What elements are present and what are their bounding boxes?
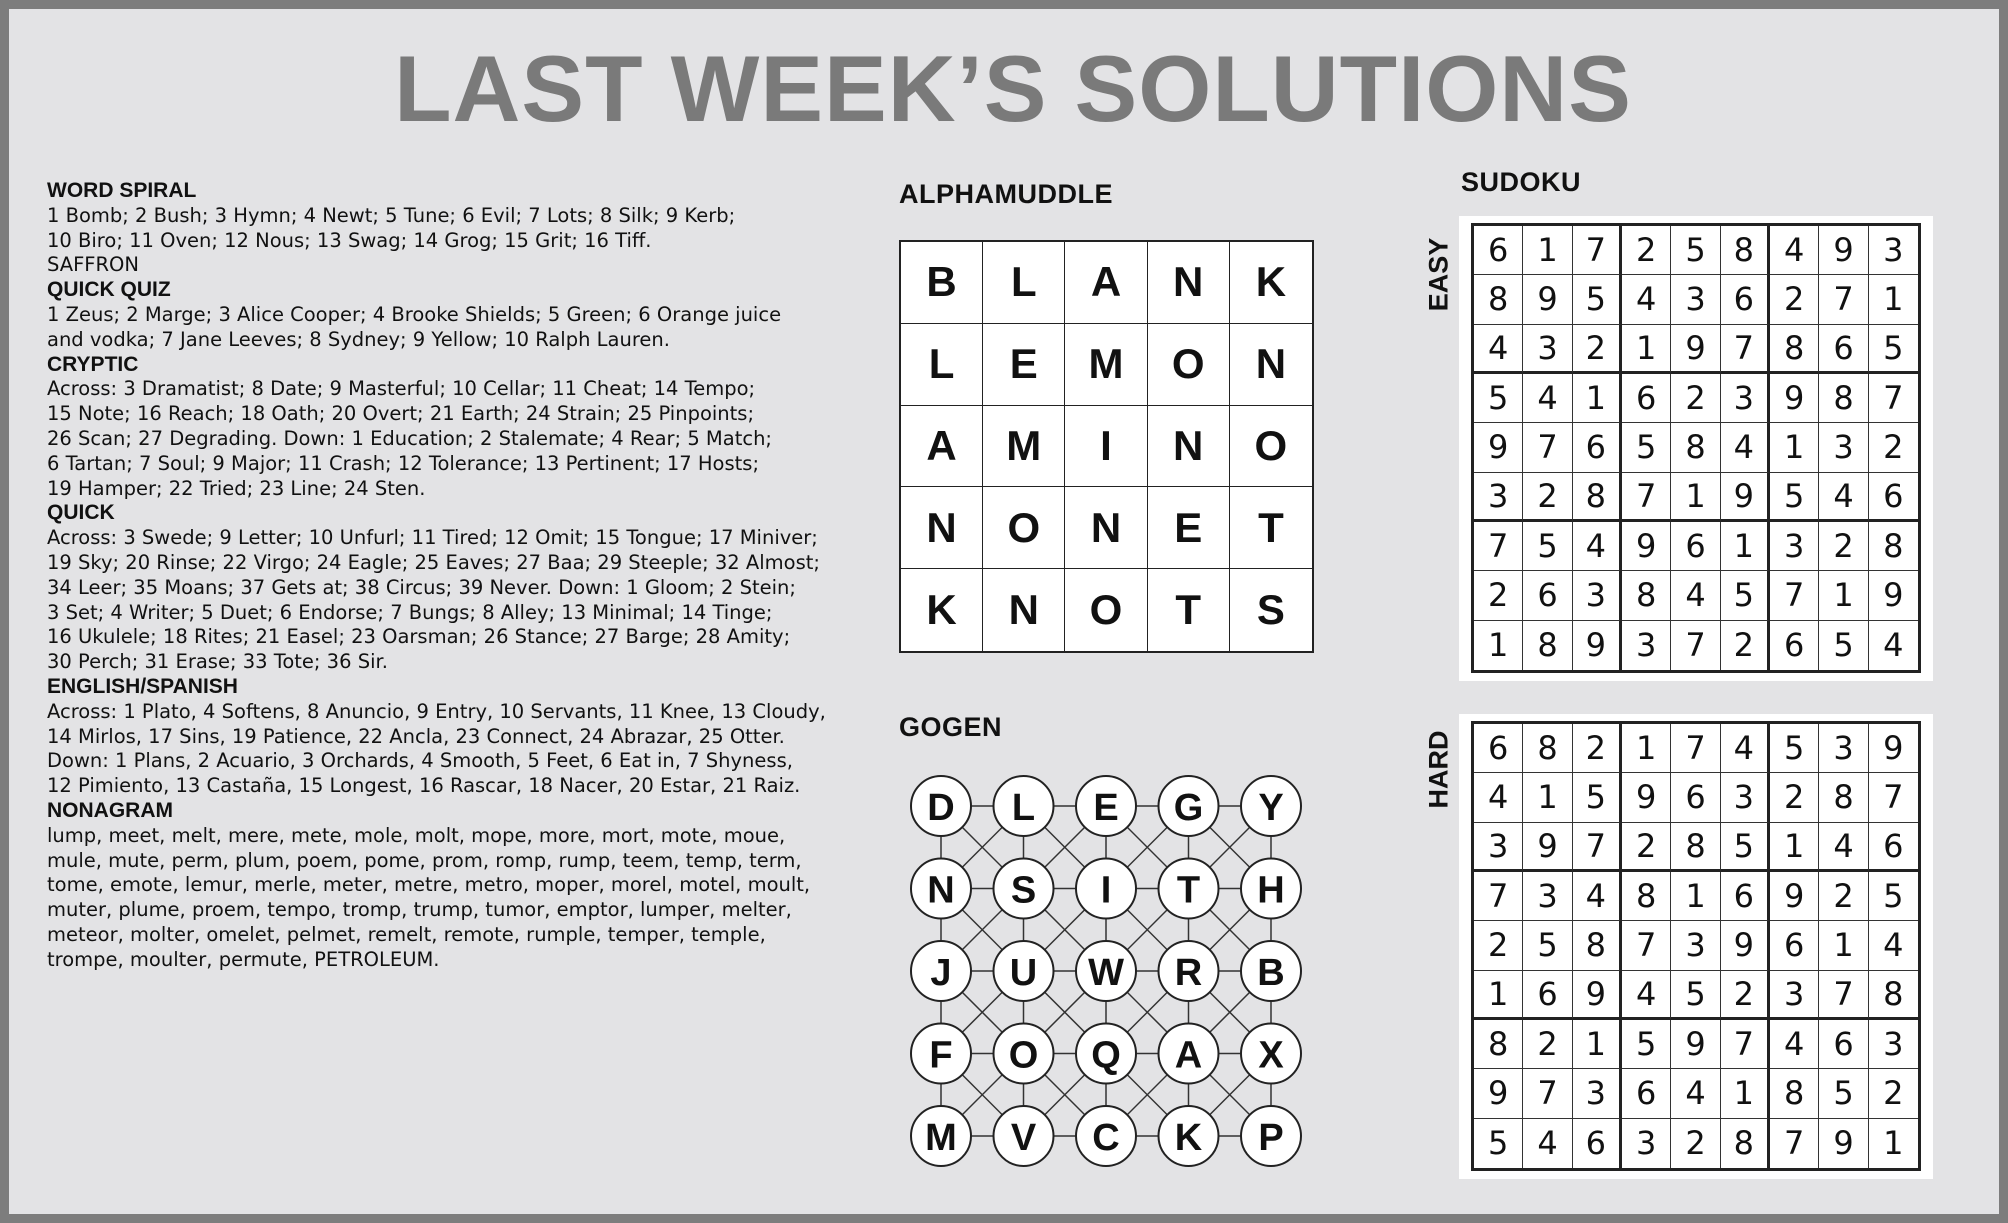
sudoku-cell: 3 [1770, 522, 1819, 571]
gogen-letter: W [1088, 952, 1124, 994]
sudoku-cell: 2 [1819, 522, 1868, 571]
sudoku-cell: 9 [1622, 522, 1671, 571]
gogen-letter: G [1173, 787, 1204, 829]
section-heading: WORD SPIRAL [47, 179, 197, 202]
sudoku-cell: 4 [1819, 823, 1868, 872]
sudoku-cell: 8 [1523, 621, 1572, 670]
gogen-title: GOGEN [899, 712, 1003, 742]
section-line: 3 Set; 4 Writer; 5 Duet; 6 Endorse; 7 Bungs; 8 Alley; 13 Minimal; 14 Tinge; [47, 600, 773, 624]
gogen-letter: Q [1091, 1034, 1121, 1077]
sudoku-cell: 4 [1622, 275, 1671, 324]
sudoku-cell: 9 [1721, 921, 1770, 970]
sudoku-cell: 7 [1671, 724, 1720, 773]
gogen-letter: T [1176, 869, 1201, 912]
sudoku-hard-label: HARD [1423, 730, 1454, 809]
section-line: 14 Mirlos, 17 Sins, 19 Patience, 22 Ancla, 23 Connect, 24 Abrazar, 25 Otter. [47, 724, 785, 748]
sudoku-cell: 4 [1671, 1069, 1720, 1118]
sudoku-cell: 8 [1573, 473, 1622, 522]
gogen-letter: J [930, 952, 952, 994]
gogen-letter: F [929, 1034, 953, 1077]
sudoku-cell: 8 [1474, 275, 1523, 324]
sudoku-cell: 8 [1770, 1069, 1819, 1118]
sudoku-cell: 4 [1671, 571, 1720, 620]
sudoku-cell: 9 [1474, 1069, 1523, 1118]
sudoku-cell: 8 [1869, 522, 1918, 571]
sudoku-cell: 7 [1523, 1069, 1572, 1118]
alphamuddle-cell: T [1148, 569, 1230, 651]
sudoku-cell: 6 [1869, 823, 1918, 872]
section-line: muter, plume, proem, tempo, tromp, trump, tumor, emptor, lumper, melter, [47, 898, 792, 922]
sudoku-cell: 2 [1523, 473, 1572, 522]
sudoku-cell: 8 [1622, 571, 1671, 620]
sudoku-cell: 1 [1474, 621, 1523, 670]
sudoku-cell: 2 [1573, 724, 1622, 773]
section-line: meteor, molter, omelet, pelmet, remelt, remote, rumple, temper, temple, [47, 922, 766, 946]
alphamuddle-cell: M [1065, 324, 1147, 406]
sudoku-cell: 4 [1573, 522, 1622, 571]
sudoku-easy-label: EASY [1423, 237, 1454, 312]
alphamuddle-title: ALPHAMUDDLE [899, 179, 1113, 209]
section-line: and vodka; 7 Jane Leeves; 8 Sydney; 9 Yellow; 10 Ralph Lauren. [47, 327, 670, 351]
sudoku-cell: 6 [1474, 724, 1523, 773]
sudoku-cell: 6 [1573, 423, 1622, 472]
sudoku-cell: 6 [1622, 1069, 1671, 1118]
section-line: 26 Scan; 27 Degrading. Down: 1 Education; 2 Stalemate; 4 Rear; 5 Match; [47, 426, 772, 450]
sudoku-cell: 5 [1523, 921, 1572, 970]
sudoku-cell: 7 [1671, 621, 1720, 670]
sudoku-cell: 9 [1869, 571, 1918, 620]
sudoku-cell: 2 [1622, 226, 1671, 275]
alphamuddle-cell: S [1256, 586, 1285, 634]
sudoku-cell: 3 [1819, 423, 1868, 472]
sudoku-cell: 6 [1721, 275, 1770, 324]
section-line: 19 Sky; 20 Rinse; 22 Virgo; 24 Eagle; 25 Eaves; 27 Baa; 29 Steeple; 32 Almost; [47, 550, 820, 574]
alphamuddle-cell: N [1148, 242, 1230, 324]
gogen-letter: R [1174, 952, 1203, 994]
section-line: 19 Hamper; 22 Tried; 23 Line; 24 Sten. [47, 476, 426, 500]
sudoku-cell: 9 [1523, 823, 1572, 872]
sudoku-cell: 5 [1474, 374, 1523, 423]
sudoku-cell: 2 [1819, 872, 1868, 921]
sudoku-cell: 3 [1721, 374, 1770, 423]
sudoku-cell: 1 [1869, 275, 1918, 324]
alphamuddle-cell: A [901, 406, 983, 488]
gogen-letter: P [1258, 1117, 1284, 1159]
sudoku-cell: 6 [1671, 773, 1720, 822]
alphamuddle-cell: L [983, 242, 1065, 324]
page-title: LAST WEEK’S SOLUTIONS [394, 36, 1632, 141]
section-heading: NONAGRAM [47, 798, 173, 822]
sudoku-cell: 7 [1819, 971, 1868, 1020]
sudoku-cell: 3 [1869, 1020, 1918, 1069]
sudoku-cell: 2 [1869, 423, 1918, 472]
section-line: 10 Biro; 11 Oven; 12 Nous; 13 Swag; 14 Grog; 15 Grit; 16 Tiff. [47, 228, 652, 252]
sudoku-cell: 7 [1474, 872, 1523, 921]
alphamuddle-cell: O [1230, 406, 1312, 488]
sudoku-cell: 4 [1819, 473, 1868, 522]
sudoku-cell: 7 [1770, 1119, 1819, 1168]
sudoku-cell: 9 [1622, 773, 1671, 822]
gogen-letter: C [1092, 1117, 1120, 1159]
sudoku-cell: 3 [1721, 773, 1770, 822]
sudoku-cell: 5 [1869, 872, 1918, 921]
sudoku-cell: 9 [1770, 374, 1819, 423]
sudoku-cell: 3 [1869, 226, 1918, 275]
gogen-letter: D [927, 787, 955, 829]
sudoku-cell: 6 [1819, 325, 1868, 374]
section-line: 12 Pimiento, 13 Castaña, 15 Longest, 16 Rascar, 18 Nacer, 20 Estar, 21 Raiz. [47, 774, 801, 798]
sudoku-cell: 5 [1770, 473, 1819, 522]
sudoku-cell: 4 [1770, 226, 1819, 275]
sudoku-cell: 2 [1622, 823, 1671, 872]
alphamuddle-cell: A [1065, 242, 1147, 324]
sudoku-cell: 3 [1573, 1069, 1622, 1118]
alphamuddle-cell: O [983, 487, 1065, 569]
sudoku-cell: 1 [1770, 423, 1819, 472]
sudoku-cell: 5 [1819, 1069, 1868, 1118]
sudoku-cell: 9 [1573, 621, 1622, 670]
sudoku-cell: 5 [1622, 423, 1671, 472]
sudoku-cell: 3 [1671, 921, 1720, 970]
sudoku-cell: 8 [1819, 374, 1868, 423]
sudoku-cell: 6 [1721, 872, 1770, 921]
sudoku-cell: 2 [1523, 1020, 1572, 1069]
alphamuddle-cell: I [1065, 406, 1147, 488]
sudoku-cell: 6 [1819, 1020, 1868, 1069]
sudoku-cell: 2 [1721, 621, 1770, 670]
sudoku-cell: 9 [1869, 724, 1918, 773]
sudoku-cell: 7 [1474, 522, 1523, 571]
sudoku-cell: 4 [1869, 921, 1918, 970]
sudoku-cell: 7 [1523, 423, 1572, 472]
sudoku-cell: 1 [1883, 1124, 1904, 1163]
sudoku-cell: 5 [1721, 571, 1770, 620]
alphamuddle-cell: O [1148, 324, 1230, 406]
sudoku-cell: 1 [1573, 374, 1622, 423]
sudoku-cell: 5 [1474, 1119, 1523, 1168]
sudoku-cell: 7 [1770, 571, 1819, 620]
sudoku-cell: 5 [1523, 522, 1572, 571]
sudoku-cell: 8 [1622, 872, 1671, 921]
section-line: 6 Tartan; 7 Soul; 9 Major; 11 Crash; 12 Tolerance; 13 Pertinent; 17 Hosts; [47, 451, 760, 475]
sudoku-cell: 3 [1474, 473, 1523, 522]
section-line: 1 Zeus; 2 Marge; 3 Alice Cooper; 4 Brooke Shields; 5 Green; 6 Orange juice [47, 302, 782, 326]
sudoku-cell: 1 [1819, 571, 1868, 620]
sudoku-cell: 8 [1721, 1119, 1770, 1168]
sudoku-cell: 1 [1474, 971, 1523, 1020]
sudoku-cell: 8 [1819, 773, 1868, 822]
sudoku-cell: 1 [1819, 921, 1868, 970]
sudoku-cell: 9 [1819, 226, 1868, 275]
sudoku-cell: 6 [1523, 971, 1572, 1020]
gogen-letter: H [1257, 869, 1285, 912]
sudoku-cell: 9 [1474, 423, 1523, 472]
sudoku-cell: 3 [1523, 872, 1572, 921]
sudoku-cell: 5 [1671, 226, 1720, 275]
gogen-letter: K [1174, 1117, 1203, 1159]
sudoku-cell: 2 [1770, 773, 1819, 822]
gogen-letter: M [925, 1117, 957, 1159]
sudoku-title: SUDOKU [1461, 167, 1582, 197]
section-heading: QUICK QUIZ [47, 278, 171, 302]
sudoku-cell: 4 [1622, 971, 1671, 1020]
alphamuddle-cell: N [1148, 406, 1230, 488]
sudoku-cell: 1 [1770, 823, 1819, 872]
sudoku-cell: 6 [1770, 621, 1819, 670]
sudoku-cell: 3 [1671, 275, 1720, 324]
sudoku-cell: 7 [1573, 226, 1622, 275]
sudoku-cell: 8 [1573, 921, 1622, 970]
section-line: Across: 3 Swede; 9 Letter; 10 Unfurl; 11 Tired; 12 Omit; 15 Tongue; 17 Miniver; [47, 526, 818, 550]
sudoku-cell: 7 [1819, 275, 1868, 324]
sudoku-cell: 5 [1622, 1020, 1671, 1069]
sudoku-cell: 7 [1721, 325, 1770, 374]
section-heading: ENGLISH/SPANISH [47, 674, 238, 698]
sudoku-cell: 3 [1819, 724, 1868, 773]
sudoku-cell: 8 [1671, 423, 1720, 472]
alphamuddle-cell: N [1230, 324, 1312, 406]
alphamuddle-cell: E [983, 324, 1065, 406]
sudoku-cell: 5 [1573, 773, 1622, 822]
sudoku-cell: 5 [1573, 275, 1622, 324]
sudoku-cell: 7 [1622, 921, 1671, 970]
sudoku-cell: 3 [1523, 325, 1572, 374]
sudoku-cell: 7 [1622, 473, 1671, 522]
section-heading: CRYPTIC [47, 352, 139, 376]
gogen-letter: I [1100, 869, 1112, 912]
sudoku-cell: 1 [1523, 773, 1572, 822]
sudoku-cell: 2 [1474, 921, 1523, 970]
sudoku-cell: 2 [1671, 1119, 1720, 1168]
sudoku-cell: 7 [1869, 374, 1918, 423]
sudoku-cell: 2 [1573, 325, 1622, 374]
alphamuddle-cell: N [901, 487, 983, 569]
sudoku-cell: 1 [1523, 226, 1572, 275]
sudoku-cell: 5 [1819, 621, 1868, 670]
section-line: Across: 1 Plato, 4 Softens, 8 Anuncio, 9 Entry, 10 Servants, 11 Knee, 13 Cloudy, [47, 699, 826, 723]
sudoku-cell: 2 [1869, 1069, 1918, 1118]
section-line: 15 Note; 16 Reach; 18 Oath; 20 Overt; 21 Earth; 24 Strain; 25 Pinpoints; [47, 402, 755, 426]
sudoku-cell: 9 [1770, 872, 1819, 921]
sudoku-cell: 6 [1474, 226, 1523, 275]
alphamuddle-cell: M [983, 406, 1065, 488]
section-line: 34 Leer; 35 Moans; 37 Gets at; 38 Circus; 39 Never. Down: 1 Gloom; 2 Stein; [47, 575, 796, 599]
section-line: trompe, moulter, permute, PETROLEUM. [47, 947, 440, 971]
sudoku-cell: 5 [1721, 823, 1770, 872]
sudoku-cell: 3 [1770, 971, 1819, 1020]
sudoku-cell: 6 [1622, 374, 1671, 423]
sudoku-cell: 7 [1721, 1020, 1770, 1069]
section-line: Down: 1 Plans, 2 Acuario, 3 Orchards, 4 Smooth, 5 Feet, 6 Eat in, 7 Shyness, [47, 749, 793, 773]
sudoku-cell: 3 [1474, 823, 1523, 872]
gogen-letter: X [1258, 1034, 1284, 1077]
gogen-letter: Y [1258, 787, 1284, 829]
sudoku-cell: 6 [1523, 571, 1572, 620]
section-line: 30 Perch; 31 Erase; 33 Tote; 36 Sir. [47, 650, 388, 674]
sudoku-cell: 4 [1474, 773, 1523, 822]
gogen-letter: A [1174, 1034, 1203, 1077]
sudoku-cell: 3 [1622, 1119, 1671, 1168]
gogen-letter: B [1257, 952, 1285, 994]
sudoku-cell: 3 [1573, 571, 1622, 620]
gogen-grid [899, 764, 1319, 1184]
sudoku-cell: 4 [1573, 872, 1622, 921]
sudoku-cell: 2 [1770, 275, 1819, 324]
section-line: mule, mute, perm, plum, poem, pome, prom, romp, rump, teem, temp, term, [47, 848, 802, 872]
sudoku-cell: 2 [1721, 971, 1770, 1020]
alphamuddle-cell: N [983, 569, 1065, 651]
sudoku-cell: 4 [1474, 325, 1523, 374]
solutions-text-column [47, 179, 827, 973]
gogen-letter: O [1008, 1034, 1039, 1077]
alphamuddle-grid [899, 240, 1314, 653]
sudoku-cell: 6 [1573, 1119, 1622, 1168]
gogen-letter: U [1009, 952, 1038, 994]
gogen-letter: N [927, 869, 955, 912]
sudoku-cell: 8 [1770, 325, 1819, 374]
sudoku-cell: 9 [1671, 1020, 1720, 1069]
sudoku-cell: 2 [1474, 571, 1523, 620]
sudoku-cell: 4 [1721, 423, 1770, 472]
sudoku-cell: 2 [1671, 374, 1720, 423]
alphamuddle-cell: K [901, 569, 983, 651]
gogen-letter: E [1093, 787, 1119, 829]
gogen-letter: S [1010, 869, 1037, 912]
sudoku-cell: 4 [1770, 1020, 1819, 1069]
section-line: 1 Bomb; 2 Bush; 3 Hymn; 4 Newt; 5 Tune; 6 Evil; 7 Lots; 8 Silk; 9 Kerb; [47, 203, 736, 227]
sudoku-cell: 9 [1573, 971, 1622, 1020]
sudoku-cell: 8 [1474, 1020, 1523, 1069]
sudoku-cell: 7 [1869, 773, 1918, 822]
sudoku-cell: 9 [1523, 275, 1572, 324]
alphamuddle-cell: T [1230, 487, 1312, 569]
gogen-letter: V [1010, 1117, 1037, 1159]
sudoku-cell: 4 [1721, 724, 1770, 773]
section-line: tome, emote, lemur, merle, meter, metre, metro, moper, morel, motel, moult, [47, 873, 811, 897]
sudoku-cell: 1 [1671, 872, 1720, 921]
section-line: 16 Ukulele; 18 Rites; 21 Easel; 23 Oarsman; 26 Stance; 27 Barge; 28 Amity; [47, 625, 791, 649]
sudoku-cell: 1 [1721, 522, 1770, 571]
sudoku-cell: 1 [1622, 724, 1671, 773]
sudoku-cell: 5 [1869, 325, 1918, 374]
sudoku-cell: 6 [1770, 921, 1819, 970]
sudoku-cell: 9 [1721, 473, 1770, 522]
sudoku-cell: 5 [1770, 724, 1819, 773]
section-line: SAFFRON [47, 253, 139, 277]
gogen-letter: L [1011, 787, 1036, 829]
sudoku-cell: 4 [1883, 626, 1904, 665]
sudoku-cell: 7 [1573, 823, 1622, 872]
sudoku-cell: 6 [1869, 473, 1918, 522]
alphamuddle-cell: B [901, 242, 983, 324]
sudoku-cell: 8 [1721, 226, 1770, 275]
alphamuddle-cell: K [1230, 242, 1312, 324]
sudoku-cell: 8 [1869, 971, 1918, 1020]
alphamuddle-cell: N [1065, 487, 1147, 569]
sudoku-cell: 9 [1671, 325, 1720, 374]
sudoku-hard-grid [1471, 721, 1921, 1171]
sudoku-cell: 8 [1671, 823, 1720, 872]
sudoku-cell: 6 [1671, 522, 1720, 571]
alphamuddle-cell: E [1148, 487, 1230, 569]
sudoku-cell: 5 [1671, 971, 1720, 1020]
sudoku-cell: 4 [1523, 1119, 1572, 1168]
sudoku-easy-grid [1471, 223, 1921, 673]
sudoku-cell: 1 [1573, 1020, 1622, 1069]
sudoku-cell: 1 [1721, 1069, 1770, 1118]
sudoku-cell: 1 [1671, 473, 1720, 522]
sudoku-cell: 4 [1523, 374, 1572, 423]
sudoku-cell: 9 [1819, 1119, 1868, 1168]
alphamuddle-cell: O [1065, 569, 1147, 651]
section-line: Across: 3 Dramatist; 8 Date; 9 Masterful; 10 Cellar; 11 Cheat; 14 Tempo; [47, 377, 756, 401]
sudoku-cell: 3 [1622, 621, 1671, 670]
sudoku-cell: 8 [1523, 724, 1572, 773]
sudoku-cell: 1 [1622, 325, 1671, 374]
alphamuddle-cell: L [901, 324, 983, 406]
section-line: lump, meet, melt, mere, mete, mole, molt, mope, more, mort, mote, moue, [47, 823, 786, 847]
section-heading: QUICK [47, 501, 115, 525]
